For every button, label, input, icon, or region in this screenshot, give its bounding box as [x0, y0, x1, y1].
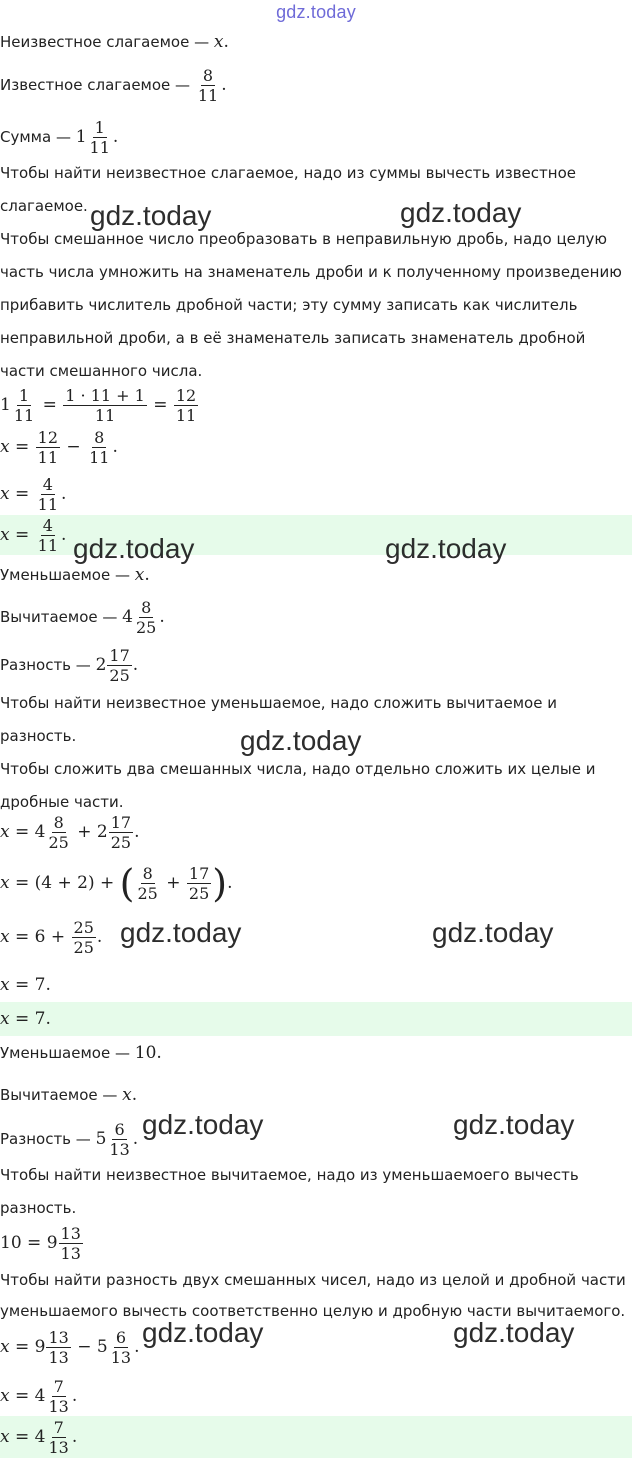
p2-eq-x-partial: x = 6 + $\frac{25}{25}$ . — [0, 918, 103, 957]
p3-answer-box — [0, 1416, 632, 1458]
p1-eq-x-difference: x = $\frac{12}{11}$ − $\frac{8}{11}$ . — [0, 428, 118, 467]
p3-line-subtrahend: Вычитаемое — x. — [0, 1085, 138, 1105]
watermark: gdz.today — [385, 533, 507, 564]
watermark: gdz.today — [400, 197, 522, 228]
p2-eq-x-result: x = 7. — [0, 975, 51, 995]
p2-answer: x = 7. — [0, 1009, 51, 1029]
watermark: gdz.today — [90, 200, 212, 231]
watermark: gdz.today — [453, 1317, 575, 1348]
p1-eq-x-result: x = $\frac{4}{11}$ . — [0, 475, 67, 514]
p3-eq-x-result: x = 4 $\frac{7}{13}$ . — [0, 1377, 78, 1416]
p2-line-minuend: Уменьшаемое — x. — [0, 565, 150, 585]
watermark: gdz.today — [453, 1109, 575, 1140]
p3-line-difference: Разность — 5 $\frac{6}{13}$ . — [0, 1120, 139, 1159]
p1-answer: x = $\frac{4}{11}$ . — [0, 516, 67, 555]
p2-rule1-line2: разность. — [0, 727, 77, 745]
p2-line-difference: Разность — 2 $\frac{17}{25}$ . — [0, 646, 139, 685]
p1-line-sum: Сумма — 1 $\frac{1}{11}$ . — [0, 118, 119, 157]
p3-eq-x-difference: x = 9 $\frac{13}{13}$ − 5 $\frac{6}{13}$ . — [0, 1328, 140, 1367]
p1-rule2-line3: прибавить числитель дробной части; эту сумму записать как числитель — [0, 296, 578, 314]
p1-rule2-line2: часть числа умножить на знаменатель дроби и к полученному произведению — [0, 263, 622, 281]
p2-rule2-line2: дробные части. — [0, 793, 124, 811]
watermark: gdz.today — [142, 1317, 264, 1348]
watermark: gdz.today — [73, 533, 195, 564]
p1-rule1-line1: Чтобы найти неизвестное слагаемое, надо из суммы вычесть известное — [0, 164, 576, 182]
p3-rule1-line2: разность. — [0, 1199, 77, 1217]
p3-rule2-line2: уменьшаемого вычесть соответственно целую и дробную части вычитаемого. — [0, 1302, 626, 1320]
p3-answer: x = 4 $\frac{7}{13}$ . — [0, 1418, 78, 1457]
p3-line-minuend: Уменьшаемое — 10. — [0, 1043, 162, 1063]
p1-rule2-line5: части смешанного числа. — [0, 362, 203, 380]
p1-rule1-line2: слагаемое. — [0, 197, 88, 215]
watermark-top: gdz.today — [276, 2, 356, 22]
watermark: gdz.today — [240, 725, 362, 756]
p2-rule1-line1: Чтобы найти неизвестное уменьшаемое, надо сложить вычитаемое и — [0, 694, 557, 712]
p1-line-known-addend: Известное слагаемое — $\frac{8}{11}$ . — [0, 66, 227, 105]
p3-rule1-line1: Чтобы найти неизвестное вычитаемое, надо из уменьшаемоего вычесть — [0, 1166, 579, 1184]
p1-rule2-line1: Чтобы смешанное число преобразовать в неправильную дробь, надо целую — [0, 230, 607, 248]
p1-eq-mixed-to-improper: 1 $\frac{1}{11}$ = $\frac{1 \cdot 11 + 1}{11}$ = $\frac{12}{11}$ — [0, 386, 197, 425]
p2-eq-x-sum: x = 4 $\frac{8}{25}$ + 2 $\frac{17}{25}$ . — [0, 813, 140, 852]
watermark: gdz.today — [432, 917, 554, 948]
p2-eq-x-grouped: x = (4 + 2) + ( $\frac{8}{25}$ + $\frac{17}{25}$ ). — [0, 861, 233, 906]
watermark: gdz.today — [142, 1109, 264, 1140]
p1-rule2-line4: неправильной дроби, а в её знаменатель записать знаменатель дробной — [0, 329, 586, 347]
watermark: gdz.today — [120, 917, 242, 948]
p3-eq-ten-as-mixed: 10 = 9 $\frac{13}{13}$ — [0, 1224, 81, 1263]
p2-answer-box — [0, 1002, 632, 1036]
p2-rule2-line1: Чтобы сложить два смешанных числа, надо отдельно сложить их целые и — [0, 760, 596, 778]
p2-line-subtrahend: Вычитаемое — 4 $\frac{8}{25}$ . — [0, 598, 165, 637]
p1-line-unknown-addend: Неизвестное слагаемое — x. — [0, 32, 229, 52]
p3-rule2-line1: Чтобы найти разность двух смешанных чисел, надо из целой и дробной части — [0, 1271, 626, 1289]
